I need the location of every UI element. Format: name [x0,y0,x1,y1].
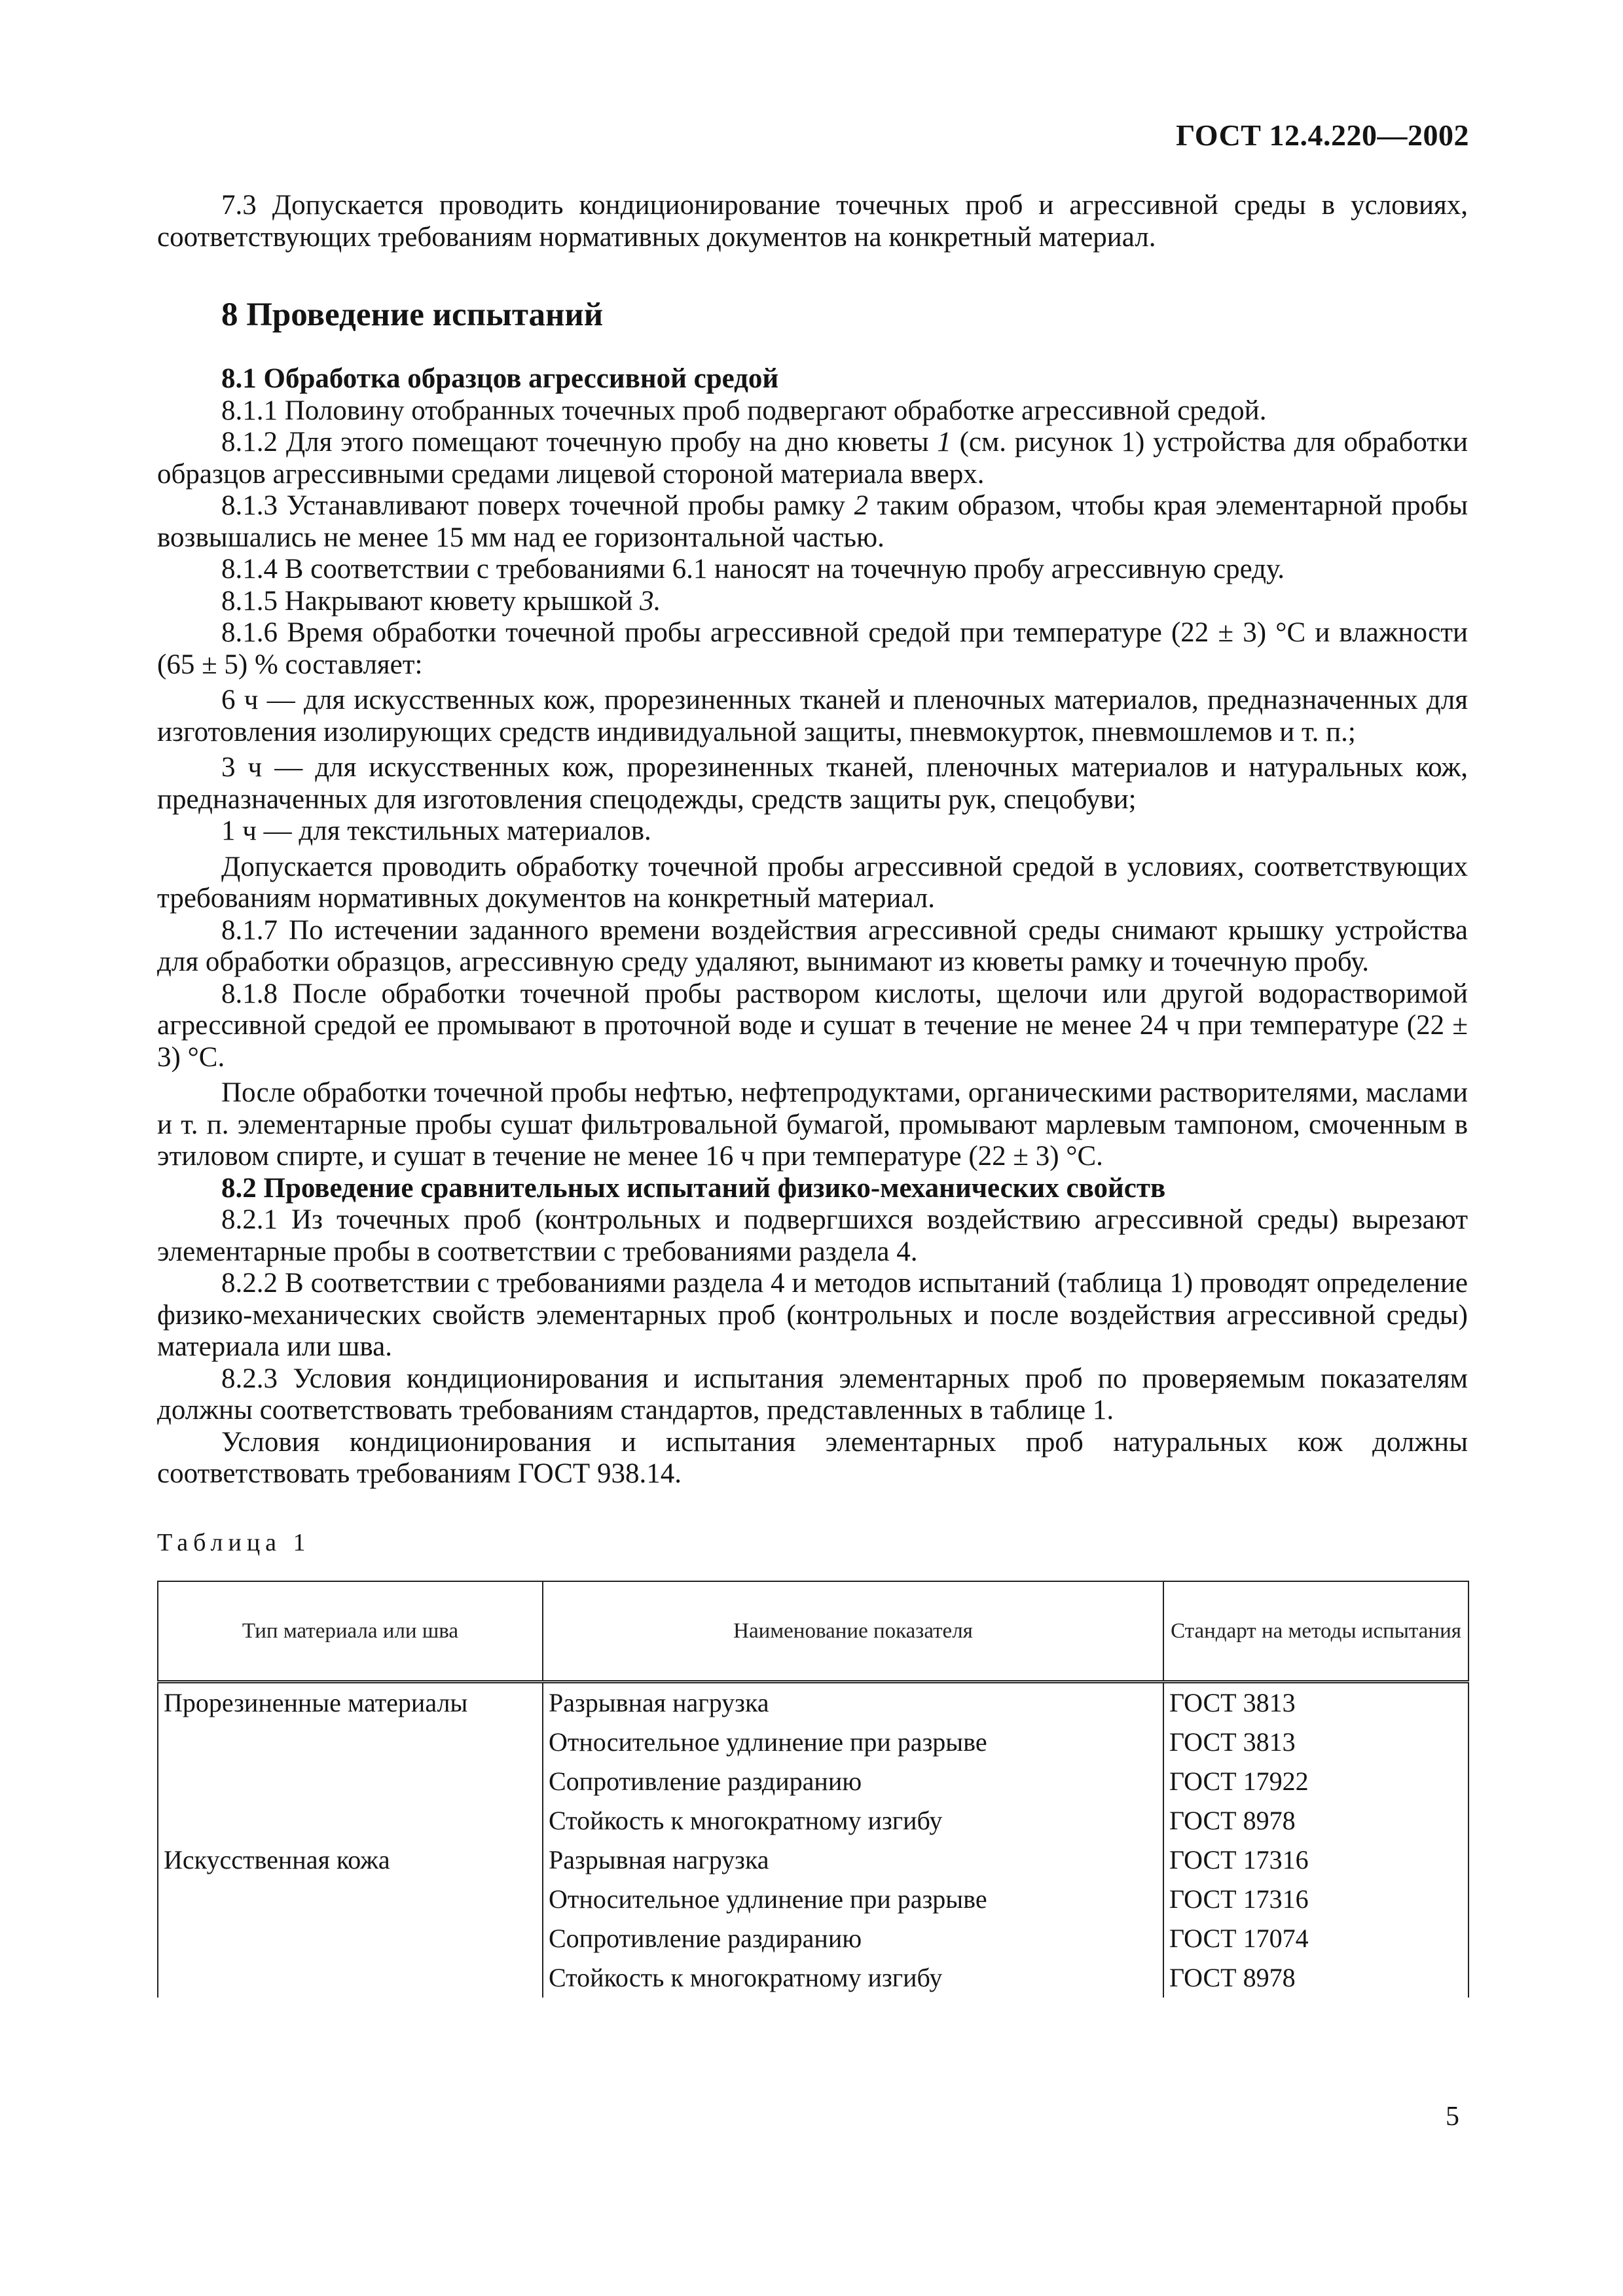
material-cell [158,1958,543,1998]
paragraph-8-1-8-b: После обработки точечной пробы нефтью, нефтепродуктами, органическими растворителями, маслами и т. п. элементарные пробы сушат фильтровальной бумагой, промывают марлевым тампоном, смоченным в этиловом спирте, и сушат в течение не менее 16 ч при температуре (22 ± 3) °С. [157,1077,1468,1172]
table-row [158,1762,1468,1801]
table-header-row [158,1581,1468,1682]
paragraph-8-1-2 [157,427,1468,490]
table-row [158,1723,1468,1762]
paragraph-8-1-8: 8.1.8 После обработки точечной пробы раствором кислоты, щелочи или другой водорастворимой агрессивной средой ее промывают в проточной воде и сушат в течение не менее 24 ч при температуре (22 ± 3) °С. [157,978,1468,1073]
paragraph-6h: 6 ч — для искусственных кож, прорезиненных тканей и пленочных материалов, предназначенных для изготовления изолирующих средств индивидуальной защиты, пневмокурток, пневмошлемов и т. п.; [157,685,1468,747]
indicator-cell: Сопротивление раздиранию [543,1762,1163,1801]
paragraph-text: 8.1.5 Накрывают кювету крышкой [221,585,640,617]
paragraph-text: таким образом, чтобы края элементарной пробы возвышались не менее 15 мм над ее горизонтальной частью. [157,490,1468,553]
material-cell: Искусственная кожа [158,1840,543,1880]
paragraph-8-1-7: 8.1.7 По истечении заданного времени воздействия агрессивной среды снимают крышку устройства для обработки образцов, агрессивную среду удаляют, вынимают из кюветы рамку и точечную пробу. [157,914,1468,977]
table-row [158,1682,1468,1723]
table-row [158,1840,1468,1880]
table-caption: Таблица 1 [157,1528,311,1556]
paragraph-8-1-5 [157,586,1468,618]
table-row [158,1919,1468,1958]
page-number: 5 [1446,2102,1459,2132]
paragraph-allowance: Допускается проводить обработку точечной пробы агрессивной средой в условиях, соответствующих требованиям нормативных документов на конкретный материал. [157,851,1468,914]
material-cell [158,1723,543,1762]
indicator-cell: Сопротивление раздиранию [543,1919,1163,1958]
table-row [158,1801,1468,1840]
document-body [157,190,1468,1998]
indicator-cell: Относительное удлинение при разрыве [543,1880,1163,1919]
indicator-cell: Относительное удлинение при разрыве [543,1723,1163,1762]
standard-cell: ГОСТ 8978 [1163,1801,1468,1840]
column-header-indicator: Наименование показателя [543,1581,1163,1682]
paragraph-8-2-2: 8.2.2 В соответствии с требованиями раздела 4 и методов испытаний (таблица 1) проводят определение физико-механических свойств элементарных проб (контрольных и после воздействия агрессивной среды) материала или шва. [157,1268,1468,1362]
paragraph-7-3: 7.3 Допускается проводить кондиционирование точечных проб и агрессивной среды в условиях, соответствующих требованиям нормативных документов на конкретный материал. [157,190,1468,253]
standard-cell: ГОСТ 17316 [1163,1880,1468,1919]
paragraph-8-1-4: 8.1.4 В соответствии с требованиями 6.1 наносят на точечную пробу агрессивную среду. [221,554,1285,584]
paragraph-text: 8.1.2 Для этого помещают точечную пробу на дно кюветы [221,427,938,457]
figure-ref-number: 2 [854,490,869,521]
material-cell [158,1762,543,1801]
material-cell [158,1919,543,1958]
standard-cell: ГОСТ 8978 [1163,1958,1468,1998]
section-title: 8 Проведение испытаний [221,296,604,333]
paragraph-text: (см. рисунок 1) устройства для обработки образцов агрессивными средами лицевой стороной материала вверх. [157,427,1468,490]
paragraph-8-2-3: 8.2.3 Условия кондиционирования и испытания элементарных проб по проверяемым показателям должны соответствовать требованиям стандартов, представленных в таблице 1. [157,1363,1468,1426]
figure-ref-number: 1 [937,427,951,457]
standard-cell: ГОСТ 17316 [1163,1840,1468,1880]
material-cell: Прорезиненные материалы [158,1682,543,1723]
paragraph-3h: 3 ч — для искусственных кож, прорезиненных тканей, пленочных материалов и натуральных кож, предназначенных для изготовления спецодежды, средств защиты рук, спецобуви; [157,752,1468,815]
standard-cell: ГОСТ 3813 [1163,1723,1468,1762]
column-header-material: Тип материала или шва [158,1581,543,1682]
subsection-title-8-2: 8.2 Проведение сравнительных испытаний физико-механических свойств [221,1172,1166,1204]
material-cell [158,1801,543,1840]
indicator-cell: Стойкость к многократному изгибу [543,1801,1163,1840]
indicator-cell: Стойкость к многократному изгибу [543,1958,1163,1998]
indicator-cell: Разрывная нагрузка [543,1682,1163,1723]
paragraph-8-1-3 [157,490,1468,554]
table-row [158,1958,1468,1998]
paragraph-text: 8.1.3 Устанавливают поверх точечной пробы рамку [221,490,854,521]
table-row [158,1880,1468,1919]
figure-ref-number: 3. [640,585,661,617]
paragraph-8-1-6: 8.1.6 Время обработки точечной пробы агрессивной средой при температуре (22 ± 3) °С и влажности (65 ± 5) % составляет: [157,617,1468,680]
document-header: ГОСТ 12.4.220—2002 [1176,118,1469,152]
paragraph-8-1-1: 8.1.1 Половину отобранных точечных проб подвергают обработке агрессивной средой. [221,395,1267,426]
standard-cell: ГОСТ 3813 [1163,1682,1468,1723]
indicator-cell: Разрывная нагрузка [543,1840,1163,1880]
column-header-standard: Стандарт на методы испытания [1163,1581,1468,1682]
subsection-title-8-1: 8.1 Обработка образцов агрессивной средой [221,363,779,394]
material-cell [158,1880,543,1919]
paragraph-8-2-1: 8.2.1 Из точечных проб (контрольных и подвергшихся воздействию агрессивной среды) вырезают элементарные пробы в соответствии с требованиями раздела 4. [157,1204,1468,1267]
paragraph-8-2-3-b: Условия кондиционирования и испытания элементарных проб натуральных кож должны соответствовать требованиям ГОСТ 938.14. [157,1426,1468,1489]
standard-cell: ГОСТ 17922 [1163,1762,1468,1801]
standards-table [157,1581,1469,1998]
paragraph-1h: 1 ч — для текстильных материалов. [221,816,651,846]
standard-cell: ГОСТ 17074 [1163,1919,1468,1958]
